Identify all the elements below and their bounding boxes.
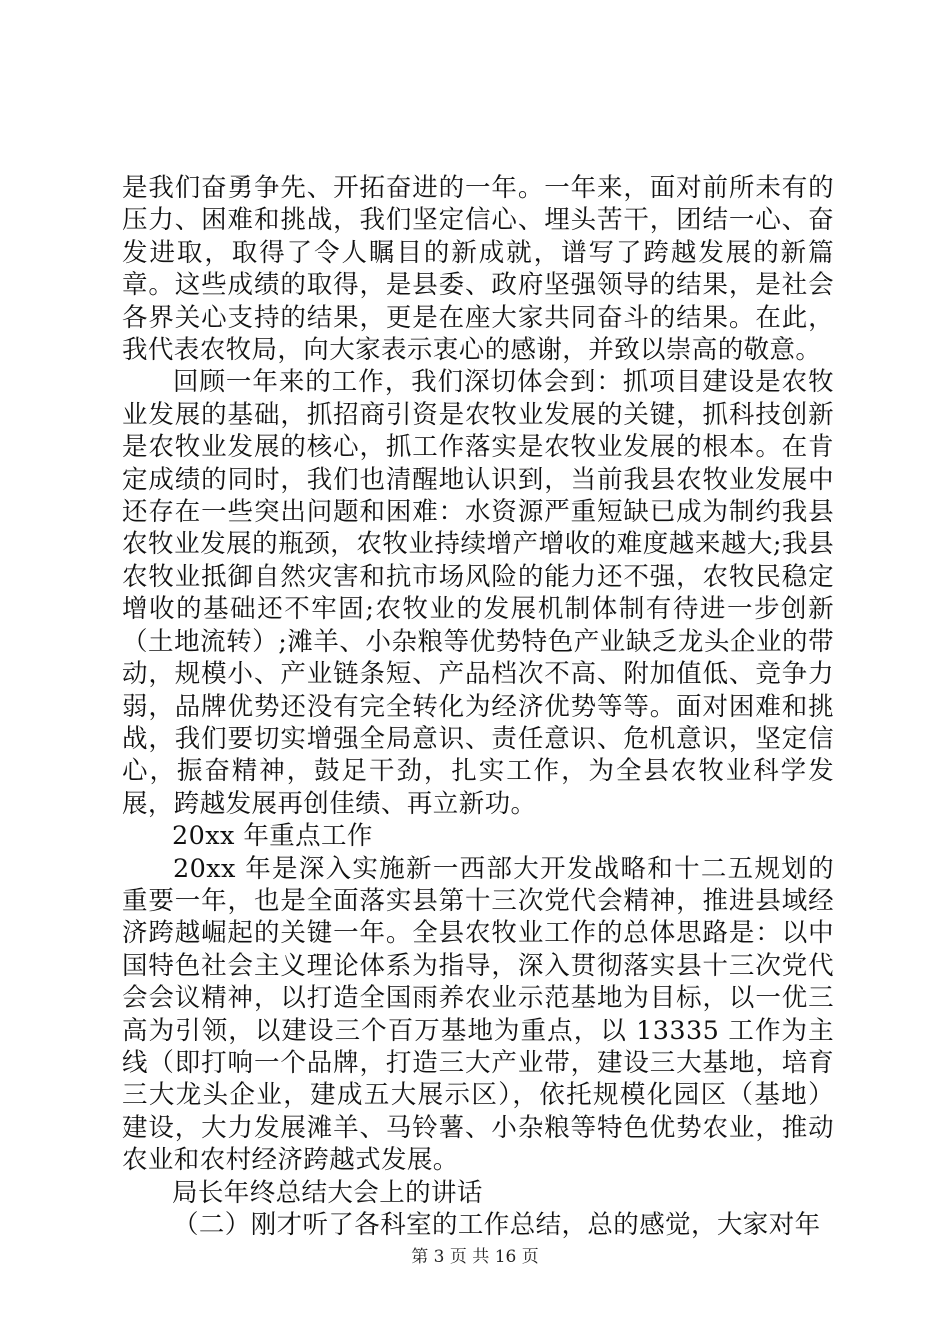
paragraph-part-two: （二）刚才听了各科室的工作总结，总的感觉，大家对年 (173, 1210, 821, 1240)
section-heading-speech: 局长年终总结大会上的讲话 (172, 1177, 483, 1208)
page-footer: 第 3 页 共 16 页 (411, 1247, 539, 1267)
paragraph-review: 回顾一年来的工作，我们深切体会到：抓项目建设是农牧业发展的基础，抓招商引资是农牧业发展的关键，抓科技创新是农牧业发展的核心，抓工作落实是农牧业发展的根本。在肯定成绩的同时，我们也清醒地认识到，当前我县农牧业发展中还存在一些突出问题和困难：水资源严重短缺已成为制约我县农牧业发展的瓶颈，农牧业持续增产增收的难度越来越大;我县农牧业抵御自然灾害和抗市场风险的能力还不强，农牧民稳定增收的基础还不牢固;农牧业的发展机制体制有待进一步创新（土地流转）;滩羊、小杂粮等优势特色产业缺乏龙头企业的带动，规模小、产业链条短、产品档次不高、附加值低、竞争力弱，品牌优势还没有完全转化为经济优势等等。面对困难和挑战，我们要切实增强全局意识、责任意识、危机意识，坚定信心，振奋精神，鼓足干劲，扎实工作，为全县农牧业科学发展，跨越发展再创佳绩、再立新功。 (122, 367, 834, 819)
paragraph-key-work: 20xx 年是深入实施新一西部大开发战略和十二五规划的重要一年，也是全面落实县第十三次党代会精神，推进县域经济跨越崛起的关键一年。全县农牧业工作的总体思路是：以中国特色社会主义理论体系为指导，深入贯彻落实县十三次党代会会议精神，以打造全国雨养农业示范基地为目标，以一优三高为引领，以建设三个百万基地为重点，以 13335 工作为主线（即打响一个品牌，打造三大产业带，建设三大基地，培育三大龙头企业，建成五大展示区），依托规模化园区（基地）建设，大力发展滩羊、马铃薯、小杂粮等特色优势农业，推动农业和农村经济跨越式发展。 (122, 853, 834, 1176)
paragraph-achievements: 是我们奋勇争先、开拓奋进的一年。一年来，面对前所未有的压力、困难和挑战，我们坚定信心、埋头苦干，团结一心、奋发进取，取得了令人瞩目的新成就，谱写了跨越发展的新篇章。这些成绩的取得，是县委、政府坚强领导的结果，是社会各界关心支持的结果，更是在座大家共同奋斗的结果。在此，我代表农牧局，向大家表示衷心的感谢，并致以崇高的敬意。 (122, 173, 834, 366)
section-heading-key-work: 20xx 年重点工作 (172, 821, 373, 852)
document-body (122, 172, 834, 1241)
